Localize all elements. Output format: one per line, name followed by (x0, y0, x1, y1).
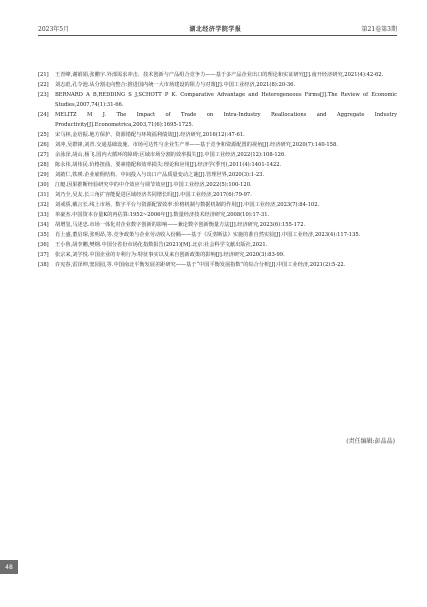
running-header (38, 22, 397, 34)
reference-text: 宋马林,金培振.地方保护、资源错配与环境福利绩效[J].经济研究,2016(12):47-61. (55, 132, 245, 138)
reference-text: 肖土盛,董启琛,张明昂,等.竞争政策与企业劳动收入份额——基于《反垄断法》实施的准自然实验[J].中国工业经济,2023(4):117-135. (55, 232, 361, 238)
reference-item (38, 150, 397, 160)
reference-text: 刘志彪,孔令池.从分割走向整合:推进国内统一大市场建设的阻力与对策[J].中国工业经济,2021(8):20-36. (55, 82, 296, 88)
reference-number: [25] (38, 132, 49, 138)
reference-number: [22] (38, 82, 49, 88)
reference-item (38, 70, 397, 80)
reference-item (38, 140, 397, 150)
reference-number: [27] (38, 152, 49, 158)
reference-item (38, 230, 397, 240)
reference-item (38, 180, 397, 190)
reference-item (38, 90, 397, 110)
reference-text: BERNARD A B,REDDING S J,SCHOTT P K. Comparative Advantage and Heterogeneous Firms[J].The Review of Economic Studies,2007,74(1):31-66. (55, 92, 397, 108)
reference-number: [24] (38, 112, 49, 118)
reference-number: [34] (38, 222, 49, 228)
header-journal-title: 湖北经济学院学报 (189, 25, 242, 33)
header-divider (38, 35, 397, 36)
responsible-editor-note: (责任编辑:彭晶晶) (346, 438, 395, 445)
reference-text: 单豪杰.中国资本存量K的再估算:1952~2006年[J].数量经济技术经济研究,2008(10):17-31. (55, 212, 270, 218)
reference-item (38, 210, 397, 220)
reference-number: [29] (38, 172, 49, 178)
reference-number: [38] (38, 262, 49, 268)
reference-item (38, 260, 397, 270)
reference-number: [37] (38, 252, 49, 258)
reference-number: [31] (38, 192, 49, 198)
reference-number: [23] (38, 92, 49, 98)
reference-text: 刘乃全,吴友.长三角扩容能促进区域经济共同增长吗[J].中国工业经济,2017(6):79-97. (55, 192, 252, 198)
reference-item (38, 110, 397, 130)
reference-text: 陈永伟,胡伟民.价格扭曲、要素错配和效率损失:理论和应用[J].经济学(季刊),2011(4):1401-1422. (55, 162, 282, 168)
reference-number: [33] (38, 212, 49, 218)
reference-item (38, 80, 397, 90)
reference-text: 刘啟仁,铁瑛.企业雇佣结构、中间投入与出口产品质量变动之谜[J].管理世界,2020(3):1-23. (55, 172, 265, 178)
reference-item (38, 250, 397, 260)
reference-number: [21] (38, 72, 49, 78)
reference-text: 张宗来,刘学悦.中国企业的专利行为:特征事实以及来自创新政策的影响[J].经济研究,2020(3):83-99. (55, 252, 285, 258)
reference-item (38, 240, 397, 250)
reference-item (38, 200, 397, 210)
header-issue: 第21卷第3期 (361, 25, 397, 33)
reference-number: [26] (38, 142, 49, 148)
reference-text: 刘冲,吴群锋,刘青.交通基础设施、市场可达性与企业生产率——基于竞争和资源配置的视角[J].经济研究,2020(7):140-158. (55, 142, 338, 148)
header-date: 2023年5月 (38, 25, 70, 33)
reference-number: [36] (38, 242, 49, 248)
reference-item (38, 130, 397, 140)
reference-number: [32] (38, 202, 49, 208)
reference-item (38, 170, 397, 180)
reference-text: 刘戒骄,戴言长.线上市场、数字平台与资源配置效率:价格机制与数据机制的作用[J].中国工业经济,2023(7):84-102. (55, 202, 320, 208)
reference-text: 余泳泽,胡山,杨飞.国内大循环的障碍:区域市场分割的效率损失[J].中国工业经济,2022(12):108-126. (55, 152, 286, 158)
reference-text: 江艇.因果推断经验研究中的中介效应与调节效应[J].中国工业经济,2022(5):100-120. (55, 182, 252, 188)
reference-number: [28] (38, 162, 49, 168)
reference-number: [30] (38, 182, 49, 188)
reference-item (38, 220, 397, 230)
reference-number: [35] (38, 232, 49, 238)
reference-text: 许宪春,雷泽坤,窦园园,等.中国南北平衡发展差距研究——基于“中国平衡发展指数”的综合分析[J].中国工业经济,2021(2):5-22. (55, 262, 346, 268)
reference-item (38, 190, 397, 200)
page-number: 48 (0, 560, 18, 574)
reference-list (38, 70, 397, 270)
reference-item (38, 160, 397, 170)
reference-text: MELITZ M J. The Impact of Trade on Intra-Industry Reallocations and Aggregate Industry Productivity[J].Econometrica,2003,71(6):1695-1725. (55, 112, 397, 128)
reference-text: 胡增玺,马述忠.市场一体化对企业数字创新的影响——兼论数字创新衡量方法[J].经济研究,2023(6):155-172. (55, 222, 306, 228)
reference-text: 王青峰,谢娟娟,张鹏宇.外部需求冲击、技术创新与产品组合竞争力——基于多产品企业出口的理论和实证研究[J].南开经济研究,2021(4):42-62. (55, 72, 384, 78)
reference-text: 王小鲁,胡李鹏,樊纲.中国分省份市场化指数报告(2021)[M].北京:社会科学文献出版社,2021. (55, 242, 268, 248)
